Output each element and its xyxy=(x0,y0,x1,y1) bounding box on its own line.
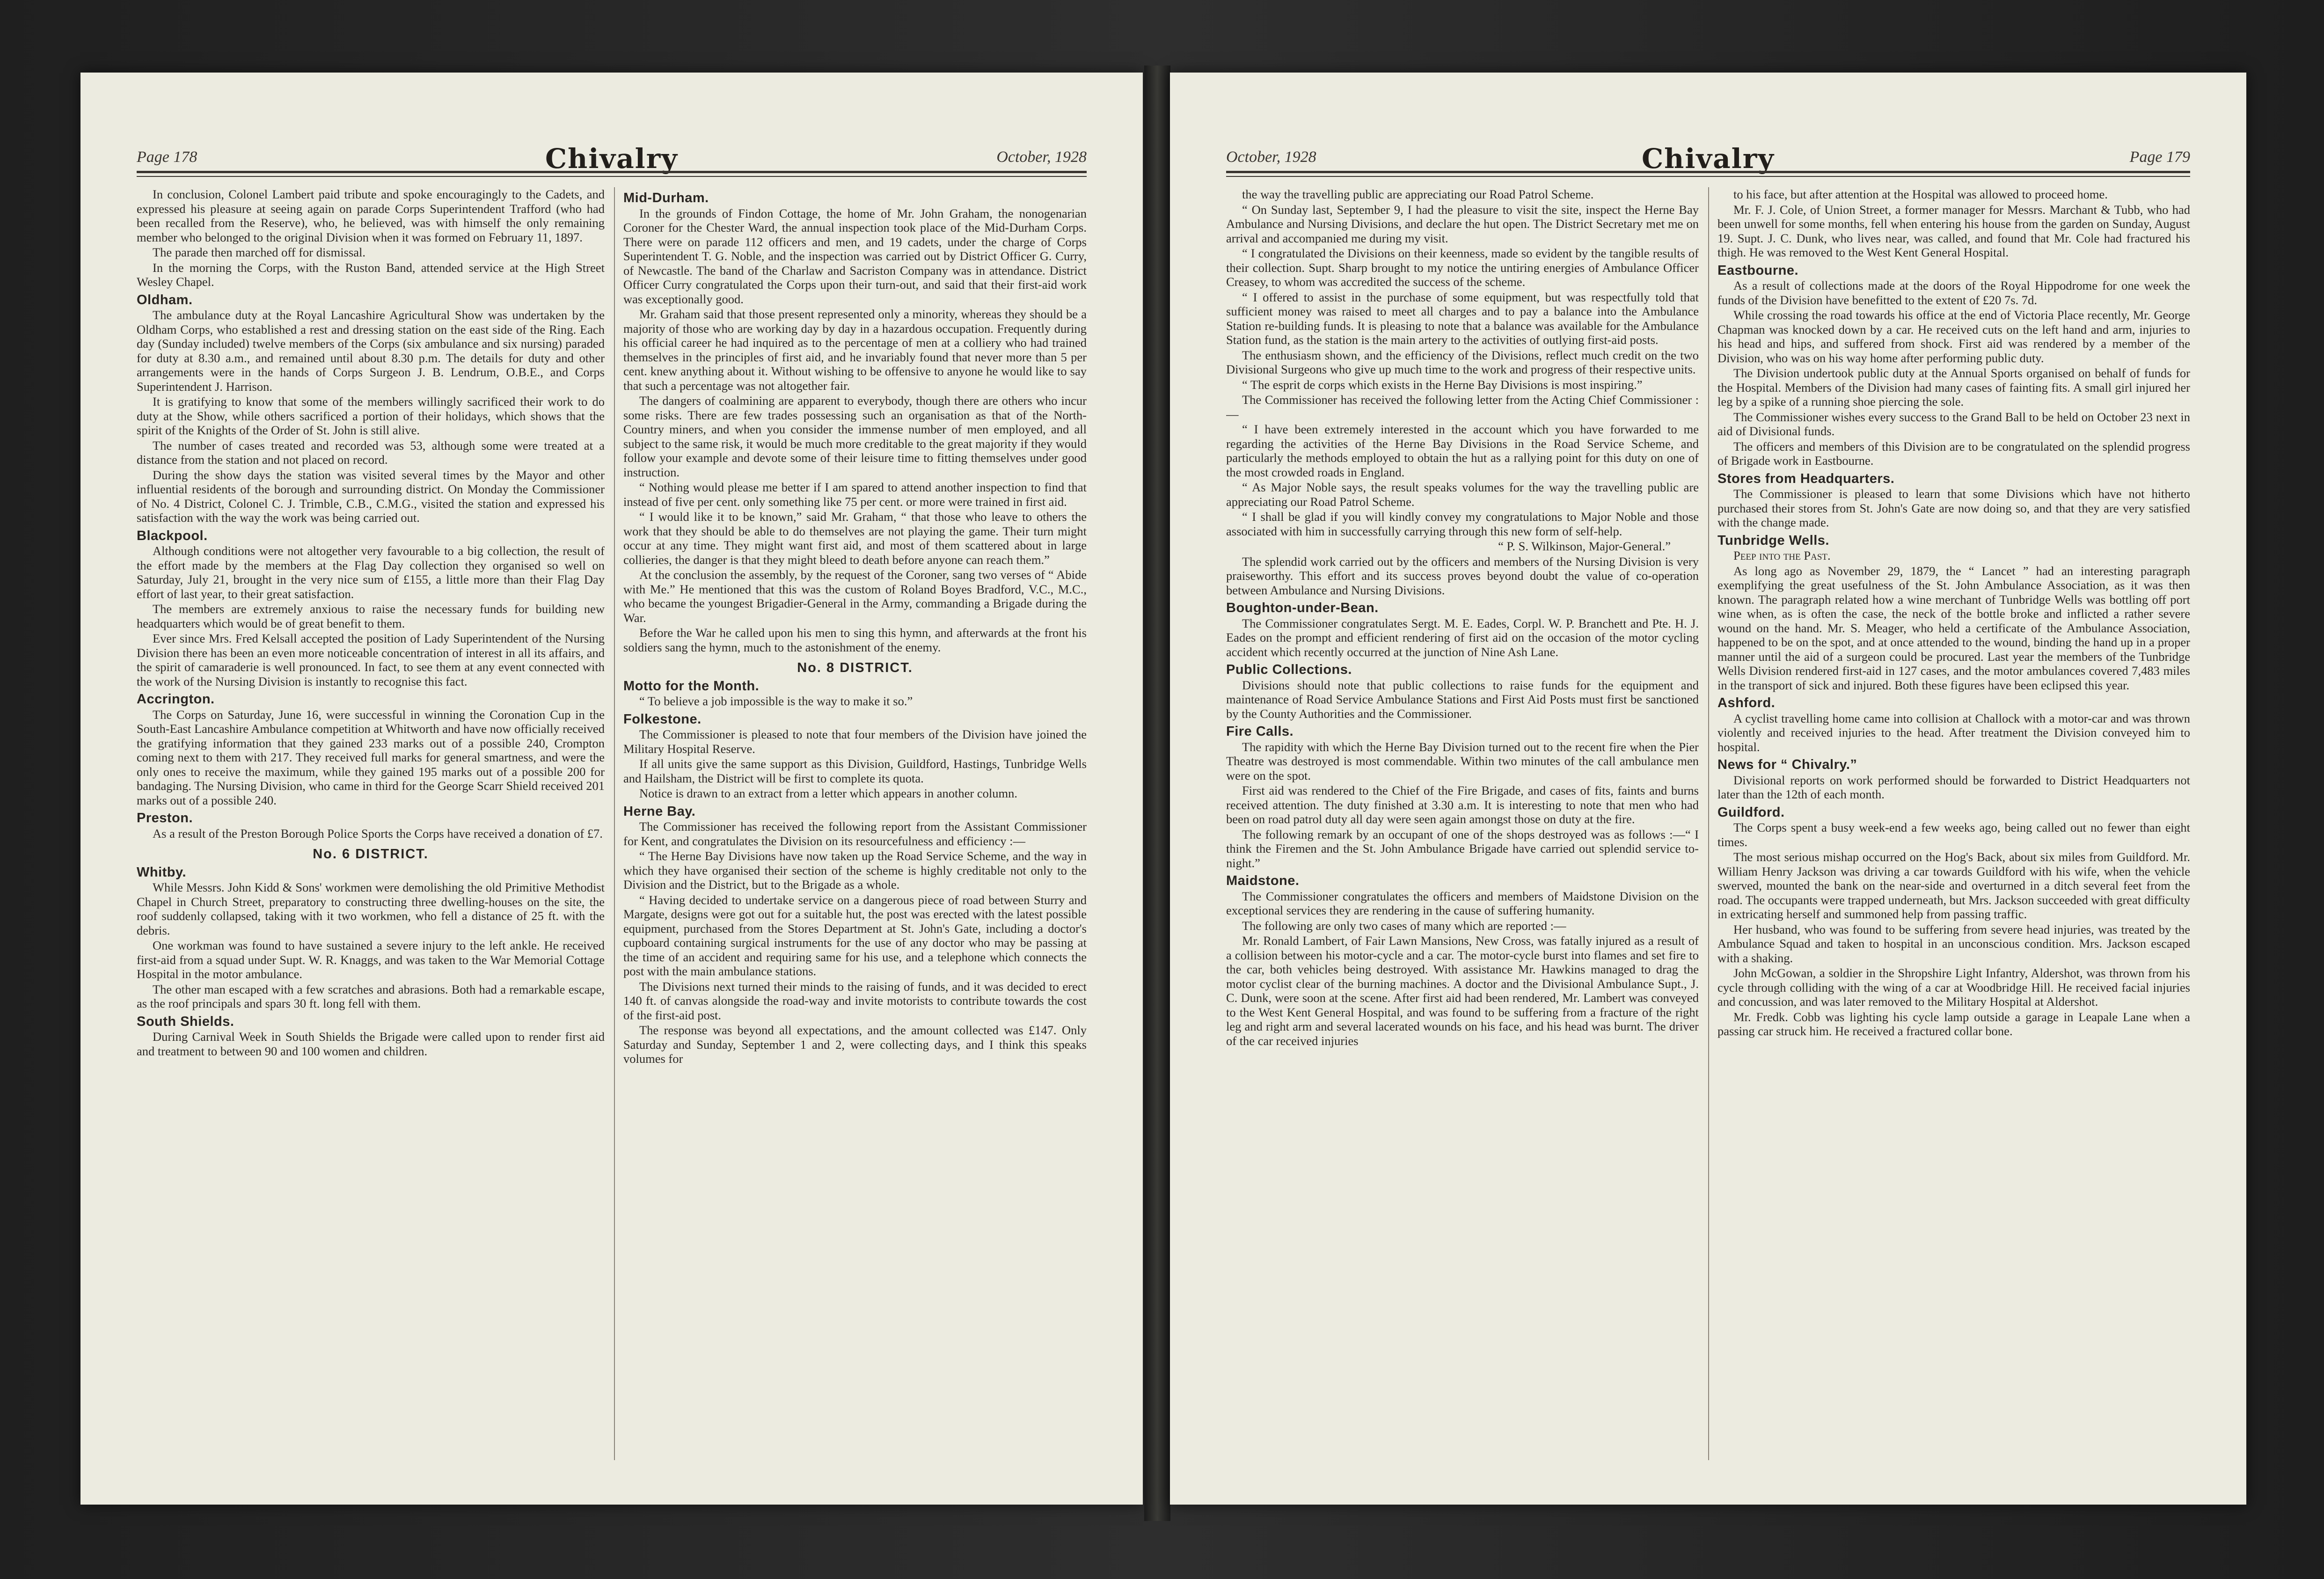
paragraph: The number of cases treated and recorded was 53, although some were treated at a distance from the station and not placed on record. xyxy=(137,438,605,467)
paragraph: In the grounds of Findon Cottage, the home of Mr. John Graham, the nonogenarian Coroner for the Chester Ward, the annual inspection took place of the Mid-Durham Corps. There were on parade 112 officers and men, and 19 cadets, under the charge of Corps Superintendent T. G. Noble, and the inspection was carried out by District Officer G. Curry, of Newcastle. The band of the Charlaw and Sacriston Company was in attendance. District Officer Curry congratulated the Corps upon their turn-out, and said that their first-aid work was exceptionally good. xyxy=(623,206,1087,306)
magazine-title: Chivalry xyxy=(1642,143,1775,175)
paragraph: The Commissioner has received the following report from the Assistant Commissioner for Kent, and congratulates the Division on its resourcefulness and efficiency :— xyxy=(623,819,1087,848)
right-page xyxy=(1170,73,2246,1505)
left-page-column-1 xyxy=(137,187,605,1469)
paragraph: The other man escaped with a few scratches and abrasions. Both had a remarkable escape, as the roof principals and spars 30 ft. long fell with them. xyxy=(137,982,605,1010)
paragraph: The following remark by an occupant of one of the shops destroyed was as follows :—“ I think the Firemen and the St. John Ambulance Brigade have carried out splendid service to-night.” xyxy=(1226,827,1699,870)
signature-line: “ P. S. Wilkinson, Major-General.” xyxy=(1498,539,1671,553)
right-page-column-2 xyxy=(1717,187,2190,1469)
paragraph: The Division undertook public duty at the Annual Sports organised on behalf of funds for the Hospital. Members of the Division had many cases of fainting fits. A small girl injured her leg by a spike of a running shoe piercing the sole. xyxy=(1717,366,2190,409)
section-heading: Ashford. xyxy=(1717,695,1776,710)
paragraph: Before the War he called upon his men to sing this hymn, and afterwards at the front his soldiers sang the hymn, much to the astonishment of the enemy. xyxy=(623,626,1087,654)
paragraph: “ As Major Noble says, the result speaks volumes for the way the travelling public are appreciating our Road Patrol Scheme. xyxy=(1226,480,1699,509)
section-heading: Fire Calls. xyxy=(1226,724,1294,739)
section-heading: Tunbridge Wells. xyxy=(1717,533,1829,548)
district-heading: No. 6 DISTRICT. xyxy=(313,847,429,862)
paragraph: The enthusiasm shown, and the efficiency of the Divisions, reflect much credit on the two Divisional Surgeons who give up much time to the work and progress of their respective units. xyxy=(1226,348,1699,376)
paragraph: Ever since Mrs. Fred Kelsall accepted the position of Lady Superintendent of the Nursing Division there has been an even more noticeable concentration of interest in all its affairs, and the spirit of camaraderie is well pronounced. In fact, to see them at any event connected with the work of the Nursing Division is instantly to recognise this fact. xyxy=(137,631,605,688)
paragraph: As long ago as November 29, 1879, the “ Lancet ” had an interesting paragraph exemplifying the great usefulness of the St. John Ambulance Association, as it was then known. The paragraph related how a wine merchant of Tunbridge Wells was bottling off port wine when, as is often the case, the neck of the bottle broke and inflicted a rather severe wound on the hand. Mr. S. Meager, who held a certificate of the Ambulance Association, happened to be on the spot, and at once attended to the wound, binding the hand up in a proper manner until the aid of a surgeon could be procured. Last year the members of the Tunbridge Wells Division rendered first-aid in 127 cases, and the motor ambulances covered 7,483 miles in the transport of sick and injured. Both these figures have been eclipsed this year. xyxy=(1717,563,2190,692)
paragraph: The rapidity with which the Herne Bay Division turned out to the recent fire when the Pier Theatre was destroyed is most commendable. Within two minutes of the call ambulance men were on the spot. xyxy=(1226,739,1699,782)
paragraph: Mr. Fredk. Cobb was lighting his cycle lamp outside a garage in Leapale Lane when a passing car struck him. He received a fractured collar bone. xyxy=(1717,1009,2190,1038)
section-heading: News for “ Chivalry.” xyxy=(1717,757,1857,772)
right-page-header xyxy=(1226,143,2190,185)
paragraph: “ To believe a job impossible is the way to make it so.” xyxy=(639,694,913,708)
district-heading: No. 8 DISTRICT. xyxy=(797,660,913,675)
paragraph: In conclusion, Colonel Lambert paid tribute and spoke encouragingly to the Cadets, and expressed his pleasure at seeing again on parade Corps Superintendent Trafford (who had been recalled from the Reserve), who, he believed, was with himself the only remaining member who belonged to the original Division when it was formed on February 11, 1897. xyxy=(137,187,605,244)
paragraph: Mr. Graham said that those present represented only a minority, whereas they should be a majority of those who are working day by day in a hazardous occupation. Frequently during his official career he had inquired as to the percentage of men at a colliery who had trained themselves in the principles of first aid, and he invariably found that never more than 5 per cent. knew anything about it. Without wishing to be offensive to anyone he would like to say that such a percentage was not altogether fair. xyxy=(623,307,1087,393)
paragraph: As a result of collections made at the doors of the Royal Hippodrome for one week the funds of the Division have benefitted to the extent of £20 7s. 7d. xyxy=(1717,278,2190,307)
left-page xyxy=(80,73,1143,1505)
issue-date: October, 1928 xyxy=(1226,148,1316,166)
paragraph: Although conditions were not altogether very favourable to a big collection, the result of the effort made by the members at the Flag Day collection they organised so well on Saturday, July 21, brought in the very nice sum of £155, a little more than their Flag Day effort of last year, to their great satisfaction. xyxy=(137,544,605,601)
left-page-header xyxy=(137,143,1087,185)
paragraph: John McGowan, a soldier in the Shropshire Light Infantry, Aldershot, was thrown from his cycle through colliding with the wing of a car at Woodbridge Hill. He received facial injuries and concussion, and was later removed to the Military Hospital at Aldershot. xyxy=(1717,966,2190,1009)
issue-date: October, 1928 xyxy=(996,148,1087,166)
paragraph: “ The esprit de corps which exists in the Herne Bay Divisions is most inspiring.” xyxy=(1242,377,1643,392)
paragraph: The Commissioner is pleased to learn that some Divisions which have not hitherto purchased their stores from St. John's Gate are now doing so, and that they are very satisfied with the change made. xyxy=(1717,487,2190,529)
paragraph: Divisions should note that public collections to raise funds for the equipment and maintenance of Road Service Ambulance Stations and First Aid Posts must first be sanctioned by the County Authorities and the Commissioner. xyxy=(1226,678,1699,721)
magazine-title: Chivalry xyxy=(545,143,678,175)
paragraph: The response was beyond all expectations, and the amount collected was £147. Only Saturday and Sunday, September 1 and 2, were collecting days, and I think this speaks volumes for xyxy=(623,1023,1087,1066)
column-divider xyxy=(614,187,615,1460)
section-heading: Boughton-under-Bean. xyxy=(1226,600,1379,615)
paragraph: The splendid work carried out by the officers and members of the Nursing Division is very praiseworthy. This effort and its success proves beyond doubt the value of co-operation between Ambulance and Nursing Divisions. xyxy=(1226,554,1699,597)
section-heading: Stores from Headquarters. xyxy=(1717,471,1895,486)
paragraph: The Commissioner has received the following letter from the Acting Chief Commissioner :— xyxy=(1226,393,1699,421)
right-page-column-1 xyxy=(1226,187,1699,1469)
paragraph: The most serious mishap occurred on the Hog's Back, about six miles from Guildford. Mr. William Henry Jackson was driving a car towards Guildford with his wife, when the vehicle swerved, mounted the bank on the near-side and overturned in a ditch several feet from the road. The occupants were trapped underneath, but Mrs. Jackson succeeded with great difficulty in extricating herself and summoned help from passing traffic. xyxy=(1717,850,2190,921)
section-heading: Blackpool. xyxy=(137,528,208,543)
header-rule xyxy=(1226,171,2190,177)
paragraph: During Carnival Week in South Shields the Brigade were called upon to render first aid and treatment to between 90 and 100 women and children. xyxy=(137,1030,605,1058)
paragraph: The following are only two cases of many which are reported :— xyxy=(1242,918,1566,933)
subheading: Peep into the Past. xyxy=(1733,548,1831,563)
paragraph: If all units give the same support as this Division, Guildford, Hastings, Tunbridge Wells and Hailsham, the District will be first to complete its quota. xyxy=(623,757,1087,785)
header-rule xyxy=(137,171,1087,177)
paragraph: The Corps spent a busy week-end a few weeks ago, being called out no fewer than eight times. xyxy=(1717,820,2190,849)
paragraph: Mr. F. J. Cole, of Union Street, a former manager for Messrs. Marchant & Tubb, who had been unwell for some months, fell when entering his house from the garden on Sunday, August 19. Supt. J. C. Dunk, who lives near, was called, and found that Mr. Cole had fractured his thigh. He was removed to the West Kent General Hospital. xyxy=(1717,202,2190,259)
paragraph: In the morning the Corps, with the Ruston Band, attended service at the High Street Wesley Chapel. xyxy=(137,260,605,289)
paragraph: A cyclist travelling home came into collision at Challock with a motor-car and was thrown violently and received injuries to the head. After treatment the Division conveyed him to hospital. xyxy=(1717,711,2190,754)
paragraph: to his face, but after attention at the Hospital was allowed to proceed home. xyxy=(1733,187,2108,201)
section-heading: Herne Bay. xyxy=(623,804,696,819)
paragraph: “ I congratulated the Divisions on their keenness, made so evident by the tangible results of their collection. Supt. Sharp brought to my notice the untiring energies of Ambulance Officer Creasey, to whom was accredited the success of the scheme. xyxy=(1226,246,1699,289)
section-heading: Preston. xyxy=(137,811,193,826)
paragraph: During the show days the station was visited several times by the Mayor and other influential residents of the borough and surrounding district. On Monday the Commissioner of No. 4 District, Colonel C. J. Trimble, C.B., C.M.G., visited the station and expressed his satisfaction with the way the work was being carried out. xyxy=(137,468,605,525)
paragraph: Notice is drawn to an extract from a letter which appears in another column. xyxy=(639,786,1017,800)
paragraph: The Commissioner is pleased to note that four members of the Division have joined the Military Hospital Reserve. xyxy=(623,727,1087,756)
paragraph: The ambulance duty at the Royal Lancashire Agricultural Show was undertaken by the Oldham Corps, who established a rest and dressing station on the east side of the Ring. Each day (Sunday included) twelve members of the Corps (six ambulance and six nursing) paraded for duty at 8.30 a.m., and remained until about 8.30 p.m. The details for duty and other arrangements were in the hands of Corps Surgeon J. B. Lendrum, O.B.E., and Corps Superintendent J. Harrison. xyxy=(137,308,605,394)
paragraph: First aid was rendered to the Chief of the Fire Brigade, and cases of fits, faints and burns received attention. The duty finished at 3.30 a.m. It is interesting to note that men who had been on road patrol duty all day were seen again amongst those on duty at the fire. xyxy=(1226,783,1699,826)
section-heading: Oldham. xyxy=(137,292,193,307)
paragraph: the way the travelling public are appreciating our Road Patrol Scheme. xyxy=(1242,187,1594,201)
paragraph: The Commissioner congratulates the officers and members of Maidstone Division on the exceptional services they are rendering in the cause of suffering humanity. xyxy=(1226,889,1699,917)
binding-gutter xyxy=(1144,66,1170,1521)
left-page-column-2 xyxy=(623,187,1087,1469)
paragraph: The Divisions next turned their minds to the raising of funds, and it was decided to erect 140 ft. of canvas alongside the road-way and invite motorists to contribute towards the cost of the first-aid post. xyxy=(623,979,1087,1022)
paragraph: The members are extremely anxious to raise the necessary funds for building new headquarters which would be of great benefit to them. xyxy=(137,602,605,630)
paragraph: “ On Sunday last, September 9, I had the pleasure to visit the site, inspect the Herne Bay Ambulance and Nursing Divisions, and declare the hut open. The District Secretary met me on arrival and accompanied me during my visit. xyxy=(1226,202,1699,245)
section-heading: Maidstone. xyxy=(1226,873,1300,888)
paragraph: “ Nothing would please me better if I am spared to attend another inspection to find that instead of five per cent. only something like 75 per cent. or more were trained in first aid. xyxy=(623,480,1087,509)
paragraph: Mr. Ronald Lambert, of Fair Lawn Mansions, New Cross, was fatally injured as a result of a collision between his motor-cycle and a car. The motor-cycle burst into flames and set fire to the car, both vehicles being destroyed. With assistance Mr. Hawkins managed to drag the motor cyclist clear of the burning machines. A doctor and the Divisional Ambulance Supt., J. C. Dunk, were soon at the scene. After first aid had been rendered, Mr. Lambert was conveyed to the West Kent General Hospital, and was found to be suffering from a fracture of the right leg and right arm and several lacerated wounds on his face, and his head was burnt. The driver of the car received injuries xyxy=(1226,934,1699,1048)
paragraph: The Corps on Saturday, June 16, were successful in winning the Coronation Cup in the South-East Lancashire Ambulance competition at Whitworth and have now officially received the gratifying information that they gained 233 marks out of a possible 240, Crompton coming next to them with 217. They received full marks for general smartness, and were the only ones to receive the maximum, while they gained 195 marks out of a possible 200 for bandaging. The Nursing Division, who came in third for the George Scarr Shield received 201 marks out of a possible 240. xyxy=(137,707,605,807)
section-heading: Folkestone. xyxy=(623,711,702,727)
paragraph: One workman was found to have sustained a severe injury to the left ankle. He received first-aid from a squad under Supt. W. R. Knaggs, and was taken to the War Memorial Cottage Hospital in the motor ambulance. xyxy=(137,938,605,981)
page-number: Page 179 xyxy=(2129,148,2190,166)
paragraph: “ I have been extremely interested in the account which you have forwarded to me regarding the activities of the Herne Bay Divisions in the Road Service Scheme, and particularly the methods employed to obtain the hut as a rallying point for this duty on one of the most crowded roads in England. xyxy=(1226,422,1699,479)
paragraph: “ I shall be glad if you will kindly convey my congratulations to Major Noble and those associated with him in successfully carrying through this new form of self-help. xyxy=(1226,510,1699,538)
section-heading: Mid-Durham. xyxy=(623,190,709,205)
section-heading: South Shields. xyxy=(137,1014,234,1029)
section-heading: Motto for the Month. xyxy=(623,678,760,694)
paragraph: Divisional reports on work performed should be forwarded to District Headquarters not later than the 12th of each month. xyxy=(1717,773,2190,801)
paragraph: “ I would like it to be known,” said Mr. Graham, “ that those who leave to others the work that they should be able to do themselves are not playing the game. Their turn might occur at any time. They might want first aid, and most of them scattered about in large collieries, the danger is that they might bleed to death before anyone can reach them.” xyxy=(623,510,1087,567)
paragraph: “ The Herne Bay Divisions have now taken up the Road Service Scheme, and the way in which they have organised their section of the scheme is highly creditable not only to the Division and the District, but to the Brigade as a whole. xyxy=(623,849,1087,892)
paragraph: It is gratifying to know that some of the members willingly sacrificed their work to do duty at the Show, while others sacrificed a portion of their holidays, which shows that the spirit of the Knights of the Order of St. John is still alive. xyxy=(137,395,605,437)
section-heading: Public Collections. xyxy=(1226,662,1352,677)
paragraph: “ Having decided to undertake service on a dangerous piece of road between Sturry and Margate, designs were got out for a suitable hut, the post was erected with the latest possible equipment, purchased from the Stores Department at St. John's Gate, including a doctor's cupboard containing surgical instruments for the use of any doctor who may be passing at the time of an accident and requiring same for his use, and a telephone which connects the post with the main ambulance stations. xyxy=(623,892,1087,978)
section-heading: Accrington. xyxy=(137,692,215,707)
paragraph: Her husband, who was found to be suffering from severe head injuries, was treated by the Ambulance Squad and taken to hospital in an unconscious condition. Mrs. Jackson escaped with a shaking. xyxy=(1717,922,2190,965)
paragraph: The Commissioner wishes every success to the Grand Ball to be held on October 23 next in aid of Divisional funds. xyxy=(1717,409,2190,438)
paragraph: The Commissioner congratulates Sergt. M. E. Eades, Corpl. W. P. Branchett and Pte. H. J. Eades on the prompt and efficient rendering of first aid on the occasion of the motor cycling accident which recently occurred at the junction of Nine Ash Lane. xyxy=(1226,616,1699,659)
paragraph: While crossing the road towards his office at the end of Victoria Place recently, Mr. George Chapman was knocked down by a car. He received cuts on the left hand and arm, injuries to his head and hips, and suffered from shock. First aid was rendered by a member of the Division, who was on his way home after performing public duty. xyxy=(1717,308,2190,365)
paragraph: As a result of the Preston Borough Police Sports the Corps have received a donation of £7. xyxy=(153,826,603,841)
page-number: Page 178 xyxy=(137,148,197,166)
paragraph: The parade then marched off for dismissal. xyxy=(153,245,366,259)
section-heading: Eastbourne. xyxy=(1717,263,1799,278)
paragraph: The officers and members of this Division are to be congratulated on the splendid progress of Brigade work in Eastbourne. xyxy=(1717,439,2190,468)
paragraph: “ I offered to assist in the purchase of some equipment, but was respectfully told that sufficient money was raised to meet all charges and to pay a balance into the Ambulance Station re-building funds. It is pleasing to note that a balance was available for the Ambulance Station fund, as the station is the main artery to the activities of outlying first-aid posts. xyxy=(1226,290,1699,347)
section-heading: Guildford. xyxy=(1717,804,1785,820)
paragraph: While Messrs. John Kidd & Sons' workmen were demolishing the old Primitive Methodist Chapel in Church Street, preparatory to constructing three dwelling-houses on the site, the roof suddenly collapsed, taking with it two workmen, who fell a distance of 25 ft. with the debris. xyxy=(137,880,605,937)
paragraph: The dangers of coalmining are apparent to everybody, though there are others who incur some risks. There are few trades possessing such an organisation as that of the North-Country miners, and when you consider the immense number of men employed, and all subject to the same risk, it would be much more creditable to the great majority if they would follow your example and devote some of their leisure time to fitting themselves under good instruction. xyxy=(623,394,1087,479)
section-heading: Whitby. xyxy=(137,864,187,880)
column-divider xyxy=(1708,187,1709,1460)
paragraph: At the conclusion the assembly, by the request of the Coroner, sang two verses of “ Abide with Me.” He mentioned that this was the custom of Roland Boyes Bradford, V.C., M.C., who became the youngest Brigadier-General in the Army, commanding a Brigade during the War. xyxy=(623,568,1087,625)
